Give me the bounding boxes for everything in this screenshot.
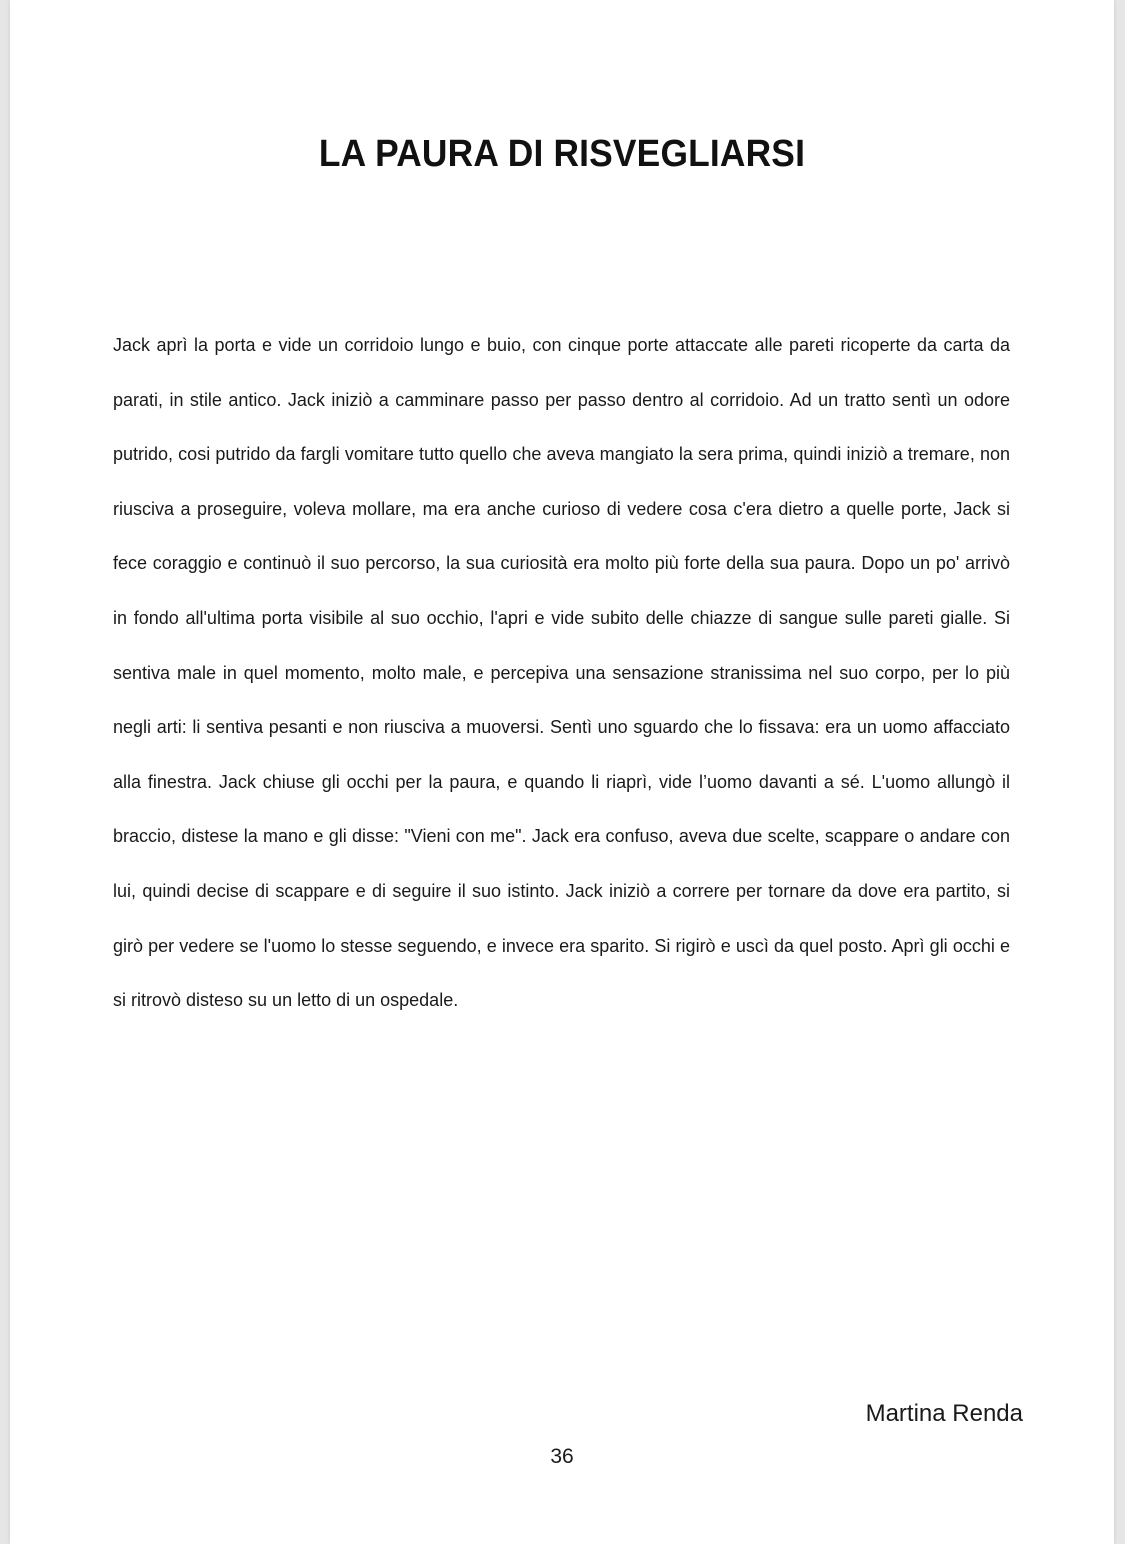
page-number: 36: [550, 1445, 574, 1468]
document-page: [10, 0, 1114, 1544]
page-title: LA PAURA DI RISVEGLIARSI: [318, 133, 806, 175]
author-name: Martina Renda: [865, 1400, 1023, 1427]
story-paragraph: Jack aprì la porta e vide un corridoio lungo e buio, con cinque porte attaccate alle pareti ricoperte da carta da parati, in stile antico. Jack iniziò a camminare passo per passo dentro al corridoio. Ad un tratto sentì un odore putrido, cosi putrido da fargli vomitare tutto quello che aveva mangiato la sera prima, quindi iniziò a tremare, non riusciva a proseguire, voleva mollare, ma era anche curioso di vedere cosa c'era dietro a quelle porte, Jack si fece coraggio e continuò il suo percorso, la sua curiosità era molto più forte della sua paura. Dopo un po' arrivò in fondo all'ultima porta visibile al suo occhio, l'apri e vide subito delle chiazze di sangue sulle pareti gialle. Si sentiva male in quel momento, molto male, e percepiva una sensazione stranissima nel suo corpo, per lo più negli arti: li sentiva pesanti e non riusciva a muoversi. Sentì uno sguardo che lo fissava: era un uomo affacciato alla finestra. Jack chiuse gli occhi per la paura, e quando li riaprì, vide l’uomo davanti a sé. L'uomo allungò il braccio, distese la mano e gli disse: "Vieni con me". Jack era confuso, aveva due scelte, scappare o andare con lui, quindi decise di scappare e di seguire il suo istinto. Jack iniziò a correre per tornare da dove era partito, si girò per vedere se l'uomo lo stesse seguendo, e invece era sparito. Si rigirò e uscì da quel posto. Aprì gli occhi e si ritrovò disteso su un letto di un ospedale.: [113, 335, 1010, 1011]
